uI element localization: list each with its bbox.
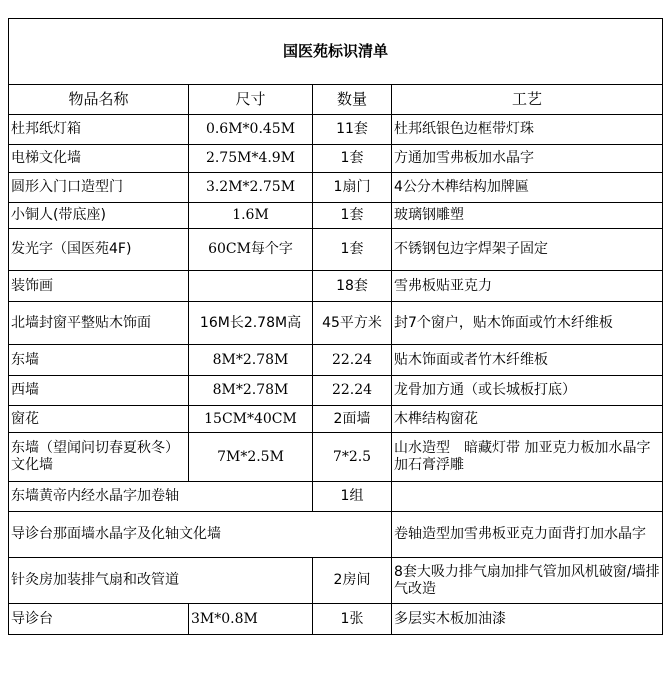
item-quantity-cell: 1套	[313, 145, 392, 173]
item-quantity-cell: 11套	[313, 115, 392, 145]
table-row	[9, 433, 663, 482]
table-row	[9, 115, 663, 145]
item-craft-cell: 不锈钢包边字焊架子固定	[392, 229, 663, 271]
item-name-cell: 针灸房加装排气扇和改管道	[9, 558, 313, 604]
item-size-cell: 8M*2.78M	[189, 376, 313, 406]
item-name-cell: 杜邦纸灯箱	[9, 115, 189, 145]
item-craft-cell: 杜邦纸银色边框带灯珠	[392, 115, 663, 145]
item-size-cell: 7M*2.5M	[189, 433, 313, 482]
header-row	[9, 85, 663, 115]
table-row	[9, 512, 663, 558]
item-name-cell: 导诊台那面墙水晶字及化轴文化墙	[9, 512, 392, 558]
item-name-cell: 导诊台	[9, 604, 189, 635]
item-craft-cell: 贴木饰面或者竹木纤维板	[392, 345, 663, 376]
table-row	[9, 271, 663, 302]
item-quantity-cell: 2房间	[313, 558, 392, 604]
item-craft-cell: 方通加雪弗板加水晶字	[392, 145, 663, 173]
item-quantity-cell: 22.24	[313, 376, 392, 406]
table-row	[9, 406, 663, 433]
item-size-cell: 3.2M*2.75M	[189, 173, 313, 203]
inventory-table	[8, 18, 663, 635]
item-name-cell: 装饰画	[9, 271, 189, 302]
item-quantity-cell: 7*2.5	[313, 433, 392, 482]
column-header-name: 物品名称	[9, 85, 189, 115]
item-craft-cell: 山水造型 暗藏灯带 加亚克力板加水晶字加石膏浮雕	[392, 433, 663, 482]
item-quantity-cell: 1组	[313, 482, 392, 512]
item-size-cell: 2.75M*4.9M	[189, 145, 313, 173]
table-row	[9, 482, 663, 512]
item-craft-cell: 龙骨加方通（或长城板打底）	[392, 376, 663, 406]
item-size-cell: 0.6M*0.45M	[189, 115, 313, 145]
item-name-cell: 电梯文化墙	[9, 145, 189, 173]
item-craft-cell: 玻璃钢雕塑	[392, 203, 663, 229]
item-craft-cell: 卷轴造型加雪弗板亚克力面背打加水晶字	[392, 512, 663, 558]
table-row	[9, 604, 663, 635]
item-name-cell: 小铜人(带底座)	[9, 203, 189, 229]
item-quantity-cell: 1套	[313, 203, 392, 229]
item-size-cell: 16M长2.78M高	[189, 302, 313, 345]
item-craft-cell: 雪弗板贴亚克力	[392, 271, 663, 302]
item-name-cell: 东墙黄帝内经水晶字加卷轴	[9, 482, 313, 512]
table-row	[9, 376, 663, 406]
title-row	[9, 19, 663, 85]
table-row	[9, 203, 663, 229]
item-name-cell: 西墙	[9, 376, 189, 406]
table-row	[9, 345, 663, 376]
item-craft-cell: 封7个窗户，贴木饰面或竹木纤维板	[392, 302, 663, 345]
item-craft-cell: 多层实木板加油漆	[392, 604, 663, 635]
item-craft-cell: 木榫结构窗花	[392, 406, 663, 433]
table-row	[9, 302, 663, 345]
item-size-cell: 60CM每个字	[189, 229, 313, 271]
item-size-cell: 3M*0.8M	[189, 604, 313, 635]
item-quantity-cell: 1张	[313, 604, 392, 635]
item-quantity-cell: 1套	[313, 229, 392, 271]
item-size-cell: 1.6M	[189, 203, 313, 229]
item-quantity-cell: 18套	[313, 271, 392, 302]
item-size-cell: 15CM*40CM	[189, 406, 313, 433]
table-row	[9, 229, 663, 271]
item-name-cell: 窗花	[9, 406, 189, 433]
item-size-cell	[189, 271, 313, 302]
table-row	[9, 145, 663, 173]
item-name-cell: 圆形入门口造型门	[9, 173, 189, 203]
item-craft-cell	[392, 482, 663, 512]
item-name-cell: 发光字（国医苑4F)	[9, 229, 189, 271]
item-quantity-cell: 1扇门	[313, 173, 392, 203]
item-quantity-cell: 2面墙	[313, 406, 392, 433]
item-size-cell: 8M*2.78M	[189, 345, 313, 376]
column-header-craft: 工艺	[392, 85, 663, 115]
column-header-quantity: 数量	[313, 85, 392, 115]
item-name-cell: 北墙封窗平整贴木饰面	[9, 302, 189, 345]
table-row	[9, 558, 663, 604]
item-name-cell: 东墙（望闻问切春夏秋冬）文化墙	[9, 433, 189, 482]
item-quantity-cell: 22.24	[313, 345, 392, 376]
item-craft-cell: 4公分木榫结构加牌匾	[392, 173, 663, 203]
table-row	[9, 173, 663, 203]
column-header-size: 尺寸	[189, 85, 313, 115]
item-name-cell: 东墙	[9, 345, 189, 376]
sheet-title: 国医苑标识清单	[9, 19, 663, 85]
item-quantity-cell: 45平方米	[313, 302, 392, 345]
item-craft-cell: 8套大吸力排气扇加排气管加风机破窗/墙排气改造	[392, 558, 663, 604]
